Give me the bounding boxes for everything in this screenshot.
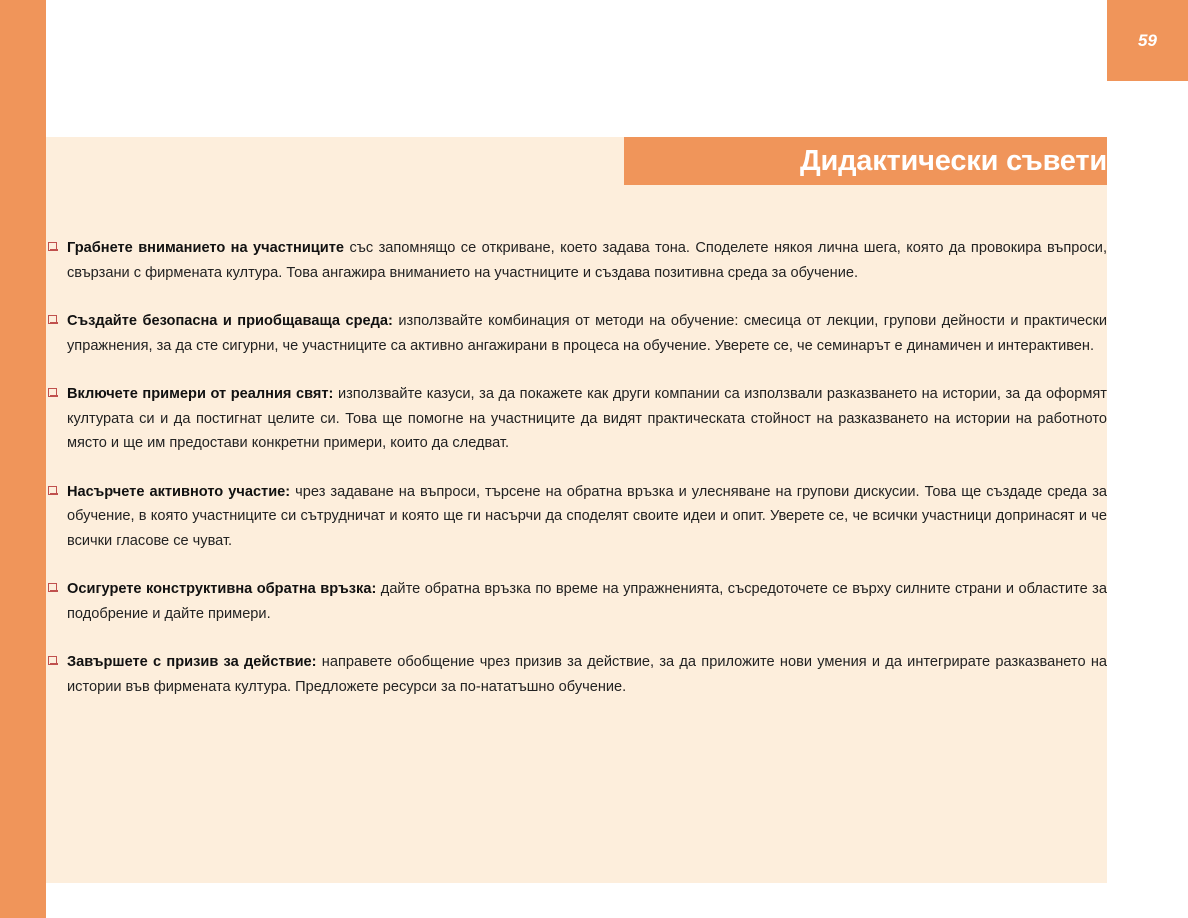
list-item — [46, 236, 1107, 285]
tip-text: дайте обратна връзка по време на упражненията, съсредоточете се върху силните страни и областите за подобрение и дайте примери. — [67, 581, 1107, 622]
list-item — [46, 650, 1107, 699]
tip-text: чрез задаване на въпроси, търсене на обратна връзка и улесняване на групови дискусии. Това ще създаде среда за обучение, в която участниците си сътрудничат и която ще ги насърчи да споделят своите идеи и опит. Уверете се, че всички участници допринасят и че всички гласове се чуват. — [67, 483, 1107, 549]
list-item — [46, 577, 1107, 626]
tip-lead: Насърчете активното участие: — [67, 483, 291, 500]
tip-text: направете обобщение чрез призив за действие, за да приложите нови умения и да интегрирате разказването на истории във фирмената култура. Предложете ресурси за по-нататъшно обучение. — [67, 654, 1108, 695]
left-accent-bar — [0, 0, 46, 918]
title-bar — [624, 137, 1107, 185]
checkbox-bullet-icon — [48, 242, 57, 251]
checkbox-bullet-icon — [48, 486, 57, 495]
checkbox-bullet-icon — [48, 583, 57, 592]
page-title: Дидактически съвети — [800, 144, 1107, 177]
list-item — [46, 382, 1107, 456]
tip-lead: Създайте безопасна и приобщаваща среда: — [67, 313, 393, 329]
tip-text: със запомнящо се откриване, което задава тона. Споделете някоя лична шега, която да провокира въпроси, свързани с фирмената култура. Това ангажира вниманието на участниците и създава позитивна среда за обучение. — [67, 240, 1107, 281]
tips-list — [46, 236, 1107, 723]
checkbox-bullet-icon — [48, 656, 57, 665]
page-number: 59 — [1138, 30, 1157, 50]
tip-lead: Осигурете конструктивна обратна връзка: — [67, 581, 377, 597]
page-number-box — [1107, 0, 1188, 81]
tip-lead: Включете примери от реалния свят: — [67, 386, 334, 402]
content-panel — [46, 137, 1107, 883]
list-item — [46, 480, 1107, 554]
list-item — [46, 309, 1107, 358]
tip-lead: Грабнете вниманието на участниците — [67, 240, 345, 256]
checkbox-bullet-icon — [48, 388, 57, 397]
tip-text: използвайте казуси, за да покажете как други компании са използвали разказването на истории, за да оформят културата си и да постигнат целите си. Това ще помогне на участниците да видят практическата стойност на разказването на истории на работното място и ще им предостави конкретни примери, които да следват. — [67, 386, 1107, 451]
checkbox-bullet-icon — [48, 315, 57, 324]
tip-lead: Завършете с призив за действие: — [67, 654, 317, 670]
tip-text: използвайте комбинация от методи на обучение: смесица от лекции, групови дейности и практически упражнения, за да сте сигурни, че участниците са активно ангажирани в процеса на обучение. Уверете се, че семинарът е динамичен и интерактивен. — [67, 313, 1108, 354]
